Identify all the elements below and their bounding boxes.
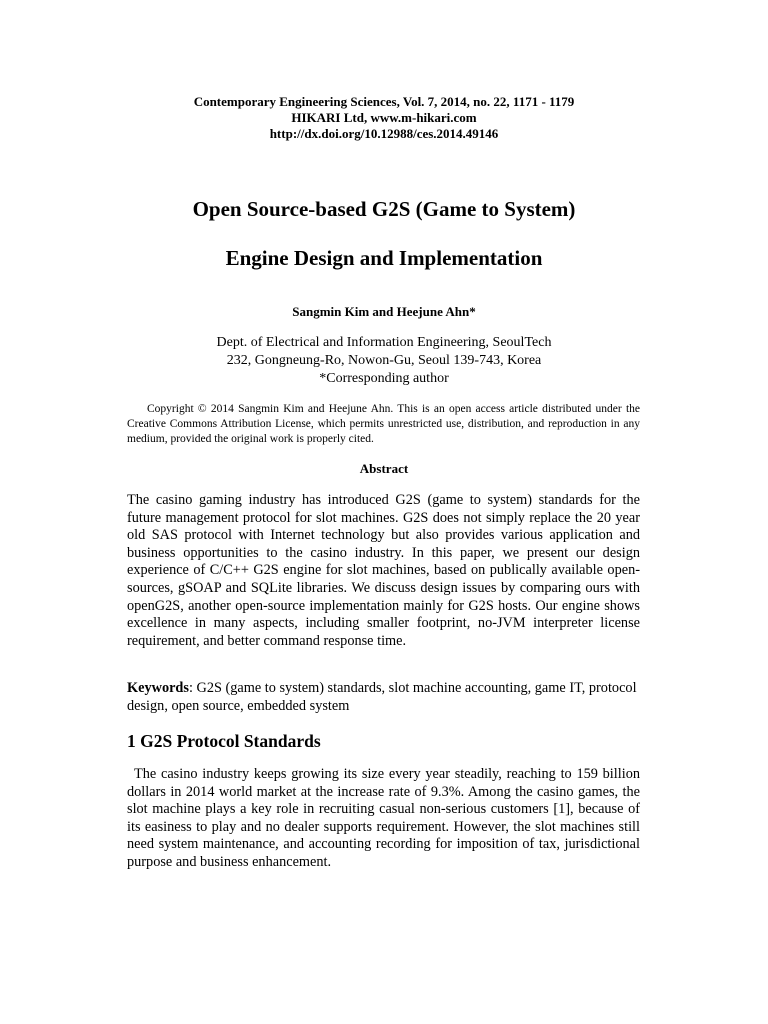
- abstract-body: The casino gaming industry has introduced G2S (game to system) standards for the future management protocol for slot machines. G2S does not simply replace the 20 year old SAS protocol with Internet technology but also provides various application and business opportunities to the casino industry. In this paper, we present our design experience of C/C++ G2S engine for slot machines, based on publically available open-sources, gSOAP and SQLite libraries. We discuss design issues by comparing ours with openG2S, another open-source implementation mainly for G2S hosts. Our engine shows excellence in many aspects, including smaller footprint, no-JVM interpreter license requirement, and better command response time.: [127, 492, 640, 649]
- keywords-line: [127, 680, 640, 715]
- section-body: The casino industry keeps growing its size every year steadily, reaching to 159 billion dollars in 2014 world market at the increase rate of 9.3%. Among the casino games, the slot machine plays a key role in recruiting casual non-serious customers [1], because of its easiness to play and no dealer supports requirement. However, the slot machines still need system maintenance, and accounting recording for imposition of tax, jurisdictional purpose and business enhancement.: [127, 766, 640, 870]
- journal-header: [0, 94, 768, 142]
- publisher-line: HIKARI Ltd, www.m-hikari.com: [291, 110, 477, 125]
- paper-title-line-2: Engine Design and Implementation: [225, 246, 543, 270]
- paper-title-line-1: Open Source-based G2S (Game to System): [192, 197, 576, 221]
- doi-link[interactable]: http://dx.doi.org/10.12988/ces.2014.49146: [269, 126, 499, 141]
- corresponding-author-note: *Corresponding author: [319, 371, 449, 386]
- author-list: Sangmin Kim and Heejune Ahn*: [292, 304, 476, 319]
- keywords-label: Keywords: [127, 680, 189, 696]
- affiliation-block: [0, 334, 768, 388]
- affiliation-department: Dept. of Electrical and Information Engineering, SeoulTech: [216, 335, 552, 350]
- abstract-heading: Abstract: [359, 461, 409, 476]
- section-heading: 1 G2S Protocol Standards: [127, 731, 321, 751]
- keywords-text: : G2S (game to system) standards, slot machine accounting, game IT, protocol design, open source, embedded system: [127, 680, 637, 714]
- affiliation-address: 232, Gongneung-Ro, Nowon-Gu, Seoul 139-743, Korea: [226, 353, 542, 368]
- copyright-notice: Copyright © 2014 Sangmin Kim and Heejune Ahn. This is an open access article distributed under the Creative Commons Attribution License, which permits unrestricted use, distribution, and reproduction in any medium, provided the original work is properly cited.: [127, 403, 640, 445]
- journal-citation: Contemporary Engineering Sciences, Vol. 7, 2014, no. 22, 1171 - 1179: [193, 94, 575, 109]
